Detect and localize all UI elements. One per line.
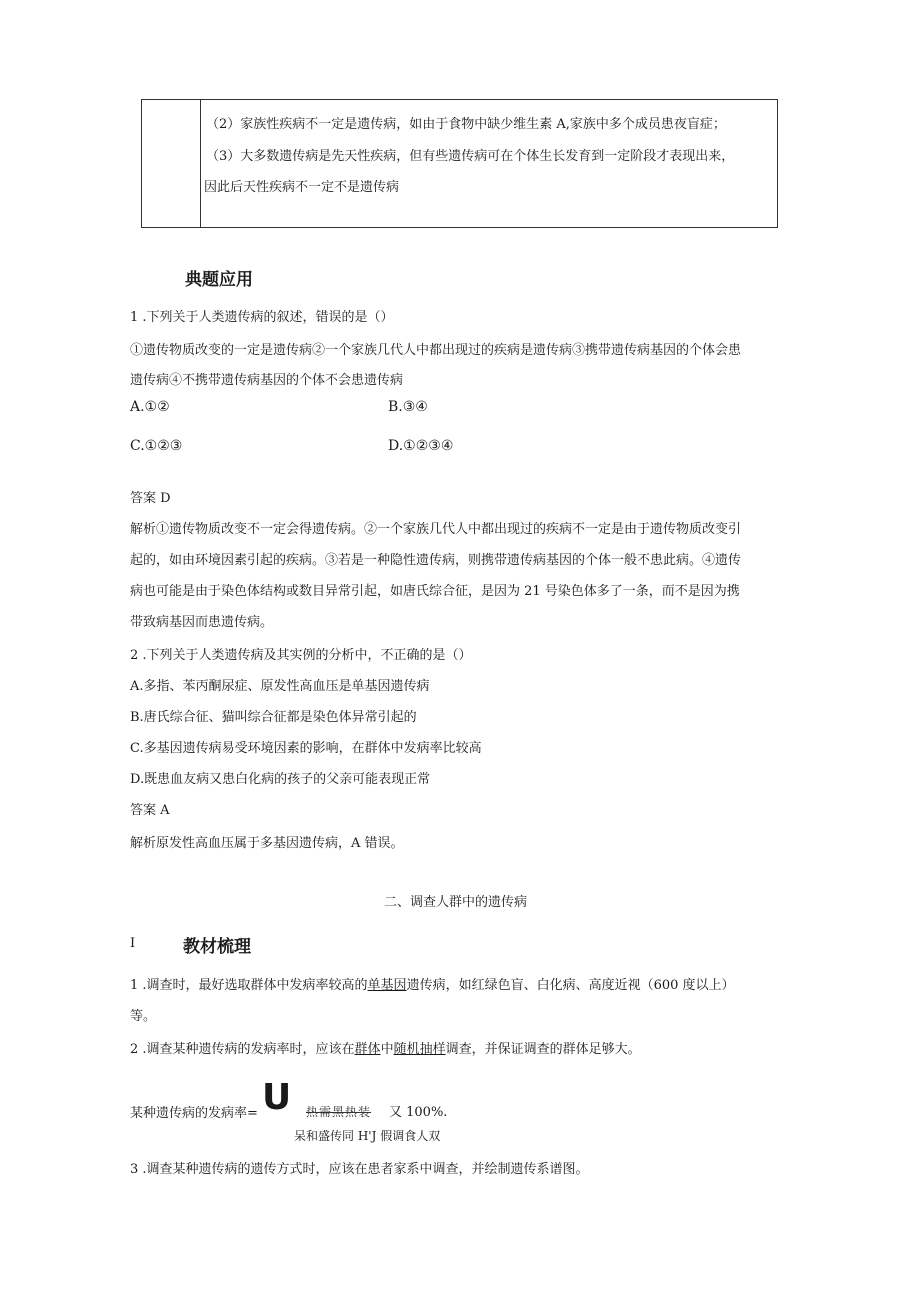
q1-explanation-1: 解析①遗传物质改变不一定会得遗传病。②一个家族几代人中都出现过的疾病不一定是由于遗传物质改变引: [130, 522, 742, 537]
section-marker: I: [130, 936, 136, 951]
q1-line2: 遗传病④不携带遗传病基因的个体不会患遗传病: [130, 373, 404, 388]
table-row-3b: 因此后天性疾病不一定不是遗传病: [204, 180, 400, 195]
q1-explanation-2: 起的，如由环境因素引起的疾病。③若是一种隐性遗传病，则携带遗传病基因的个体一般不患此病。④遗传: [130, 553, 742, 568]
q1-option-d: D.①②③④: [388, 438, 454, 454]
survey-point-3: 3 .调查某种遗传病的遗传方式时，应该在患者家系中调查，并绘制遗传系谱图。: [130, 1162, 589, 1177]
q2-option-b: B.唐氏综合征、猫叫综合征都是染色体异常引起的: [130, 710, 417, 725]
q1-explanation-4: 带致病基因而患遗传病。: [130, 615, 274, 630]
survey-point-2-post: 调查，并保证调查的群体足够大。: [445, 1042, 641, 1057]
q2-answer: 答案 A: [130, 803, 170, 818]
table-divider: [200, 99, 201, 228]
q1-option-a: A.①②: [130, 399, 170, 415]
survey-point-1-post: 遗传病，如红绿色盲、白化病、高度近视（600 度以上）: [406, 978, 735, 993]
table-row-3a: （3）大多数遗传病是先天性疾病，但有些遗传病可在个体生长发育到一定阶段才表现出来，: [206, 149, 735, 164]
q2-option-a: A.多指、苯丙酮尿症、原发性高血压是单基因遗传病: [130, 679, 430, 694]
survey-point-1-cont: 等。: [130, 1009, 157, 1024]
formula-multiplier: 又 100%.: [389, 1105, 448, 1120]
survey-point-2-underlined-2: 随机抽样: [393, 1042, 446, 1057]
q2-stem: 2 .下列关于人类遗传病及其实例的分析中，不正确的是（）: [130, 648, 472, 663]
survey-point-1-pre: 1 .调查时，最好选取群体中发病率较高的: [130, 978, 368, 993]
q1-stem: 1 .下列关于人类遗传病的叙述，错误的是（）: [130, 310, 394, 325]
table-row-2: （2）家族性疾病不一定是遗传病，如由于食物中缺少维生素 A,家族中多个成员患夜盲症；: [206, 117, 726, 132]
formula-label: 某种遗传病的发病率=: [130, 1106, 258, 1121]
q1-option-b: B.③④: [388, 399, 428, 415]
survey-point-2-pre: 2 .调查某种遗传病的发病率时，应该在: [130, 1042, 355, 1057]
survey-point-2-mid: 中: [380, 1042, 394, 1057]
q2-explanation: 解析原发性高血压属于多基因遗传病，A 错误。: [130, 836, 404, 851]
q1-line1: ①遗传物质改变的一定是遗传病②一个家族几代人中都出现过的疾病是遗传病③携带遗传病基因的个体会患: [130, 343, 742, 358]
formula-denominator: 呆和盛传同 H'J 假调食人双: [294, 1129, 441, 1143]
survey-point-2: [130, 1038, 641, 1057]
formula-numerator: 热需黑热装: [306, 1105, 372, 1119]
q1-answer: 答案 D: [130, 491, 171, 506]
section-heading-typical: 典题应用: [185, 270, 253, 290]
q1-explanation-3: 病也可能是由于染色体结构或数目异常引起，如唐氏综合征，是因为 21 号染色体多了一条，而不是因为携: [130, 584, 740, 599]
q1-option-c: C.①②③: [130, 438, 183, 454]
section-heading-textbook: 教材梳理: [183, 937, 251, 957]
q2-option-d: D.既患血友病又患白化病的孩子的父亲可能表现正常: [130, 772, 431, 787]
survey-point-1-underlined: 单基因: [367, 978, 407, 993]
formula-fraction-glyph: U: [262, 1077, 292, 1118]
section-title-survey: 二、调查人群中的遗传病: [384, 895, 528, 910]
survey-point-1: [130, 974, 735, 993]
survey-point-2-underlined-1: 群体: [354, 1042, 381, 1057]
q2-option-c: C.多基因遗传病易受环境因素的影响，在群体中发病率比较高: [130, 741, 482, 756]
